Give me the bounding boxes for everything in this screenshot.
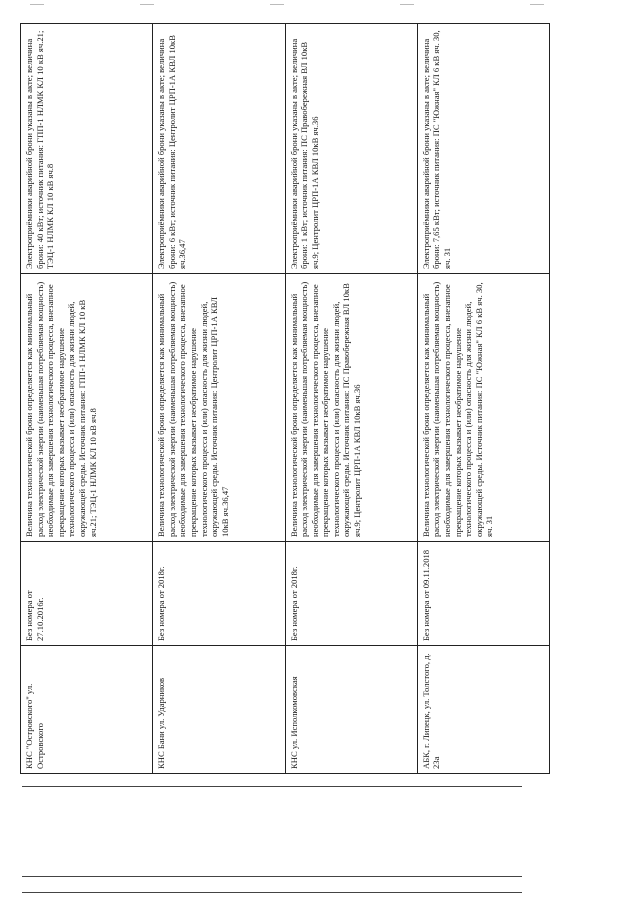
divider-line (22, 892, 522, 893)
rotated-table (20, 24, 550, 774)
act-cell: Без номера от 27.10.2016г. (21, 542, 153, 646)
act-cell: Без номера от 2018г. (285, 542, 417, 646)
emergency-cell: Электроприёмники аварийной брони указаны в акте; величина брони: 6 кВт; источник питания: Центролит ЦРП-1А КВЛ 10кВ яч.36,47 (153, 24, 285, 274)
emergency-cell: Электроприёмники аварийной брони указаны в акте; величина брони: 1 кВт; источник питания: ПС Правобережная ВЛ 10кВ яч.9; Центролит ЦРП-1А КВЛ 10кВ яч.36 (285, 24, 417, 274)
table-row (285, 24, 417, 774)
power-reserve-table (20, 23, 550, 774)
description-cell: Величина технологической брони определяется как минимальный расход электрической энергии (наименьшая потребляемая мощность) необходимые для завершения технологического процесса, внезапное прекращение которых вызывает необратимое нарушение технологического процесса и (или) опасность для жизни людей, окружающей среды. Источник питания: ПС Правобережная ВЛ 10кВ яч.9; Центролит ЦРП-1А КВЛ 10кВ яч.36 (285, 274, 417, 542)
object-cell: АБК, г. Липецк, ул. Толстого, д. 23а (417, 646, 549, 774)
emergency-cell: Электроприёмники аварийной брони указаны в акте; величина брони: 40 кВт; источник питания: ГПП-1 НЛМК КЛ 10 кВ яч.21; ТЭЦ-1 НЛМК КЛ 10 кВ яч.8 (21, 24, 153, 274)
table-row (21, 24, 153, 774)
object-cell: КНС Бани ул. Ударников (153, 646, 285, 774)
act-cell: Без номера от 09.11.2018 (417, 542, 549, 646)
description-cell: Величина технологической брони определяется как минимальный расход электрической энергии (наименьшая потребляемая мощность) необходимые для завершения технологического процесса, внезапное прекращение которых вызывает необратимое нарушение технологического процесса и (или) опасность для жизни людей, окружающей среды. Источник питания: ГПП-1 НЛМК КЛ 10 кВ яч.21; ТЭЦ-1 НЛМК КЛ 10 кВ яч.8 (21, 274, 153, 542)
object-cell: КНС "Островского" ул. Островского (21, 646, 153, 774)
scan-top-marks (30, 4, 590, 12)
divider-line (22, 876, 522, 877)
table-row (417, 24, 549, 774)
table-row (153, 24, 285, 774)
divider-line (22, 786, 522, 787)
description-cell: Величина технологической брони определяется как минимальный расход электрической энергии (наименьшая потребляемая мощность) необходимые для завершения технологического процесса, внезапное прекращение которых вызывает необратимое нарушение технологического процесса и (или) опасность для жизни людей, окружающей среды. Источник питания: Центролит ЦРП-1А КВЛ 10кВ яч.36,47 (153, 274, 285, 542)
object-cell: КНС ул. Исполкомовская (285, 646, 417, 774)
act-cell: Без номера от 2018г. (153, 542, 285, 646)
emergency-cell: Электроприёмники аварийной брони указаны в акте; величина брони: 7,65 кВт; источник питания: ПС "Южная" КЛ 6 кВ яч. 30, яч. 31 (417, 24, 549, 274)
description-cell: Величина технологической брони определяется как минимальный расход электрической энергии (наименьшая потребляемая мощность) необходимые для завершения технологического процесса, внезапное прекращение которых вызывает необратимое нарушение технологического процесса и (или) опасность для жизни людей, окружающей среды. Источник питания: ПС "Южная" КЛ 6 кВ яч. 30, яч. 31 (417, 274, 549, 542)
